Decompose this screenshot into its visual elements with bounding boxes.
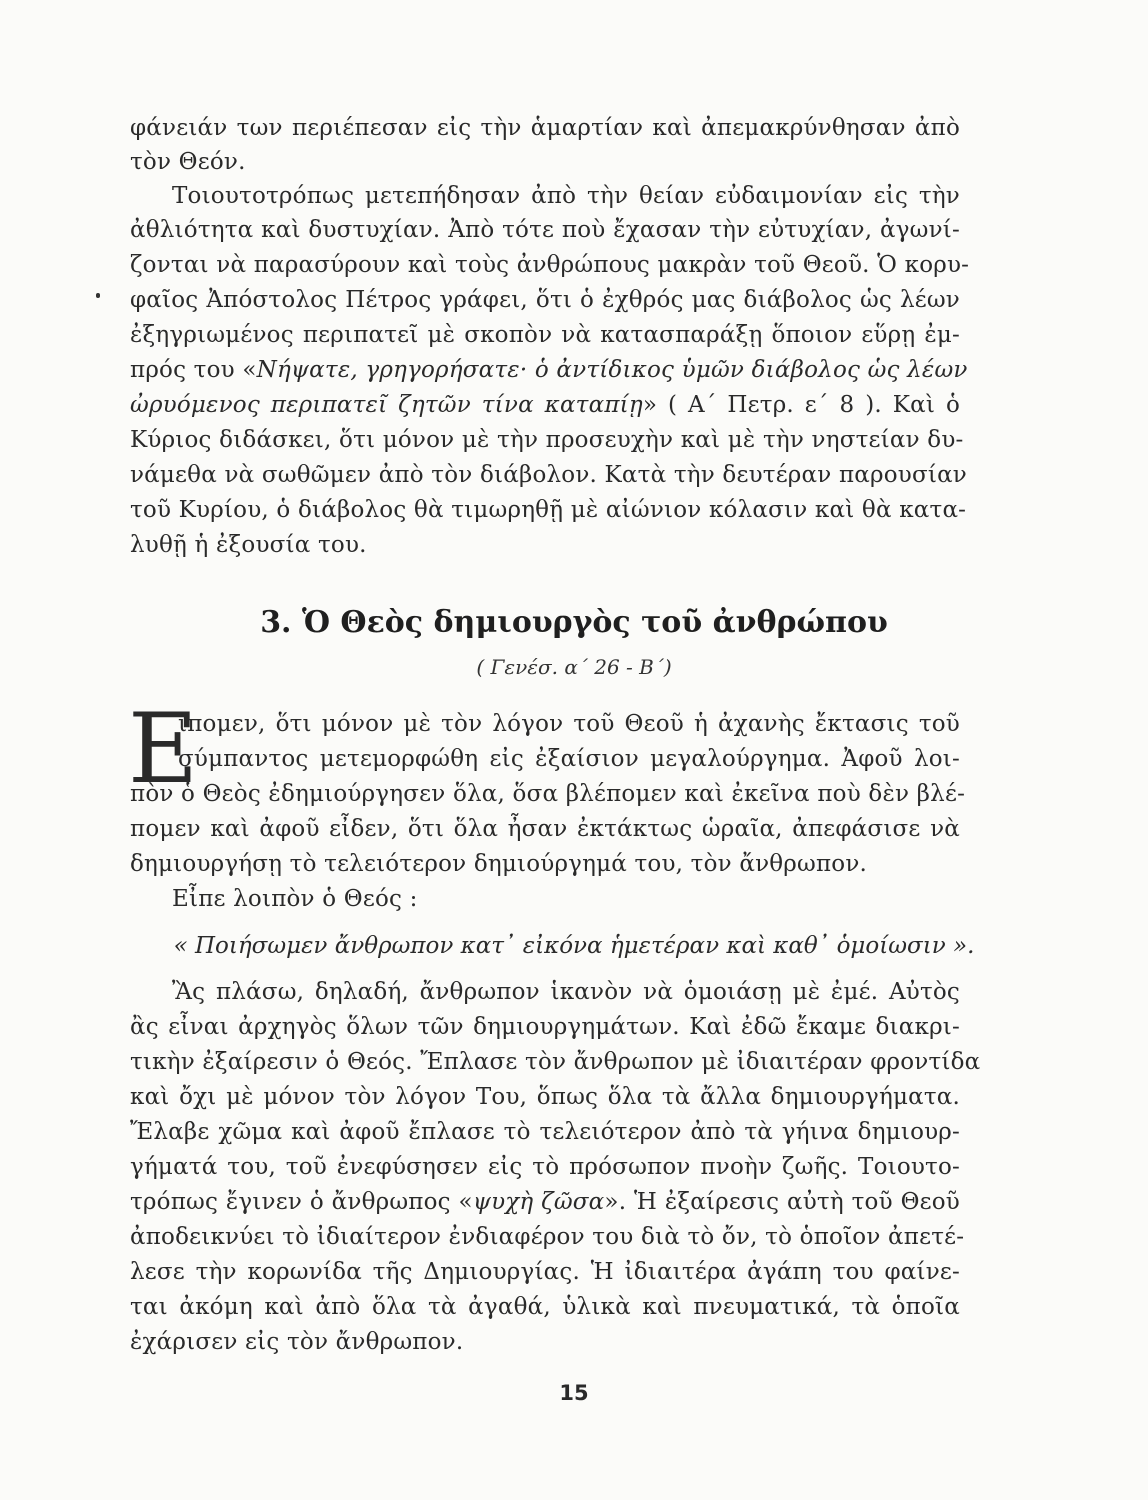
text-line: νάμεθα νὰ σωθῶμεν ἀπὸ τὸν διάβολον. Κατὰ τὴν δευτέραν παρουσίαν <box>130 462 967 488</box>
block-quote: « Ποιήσωμεν ἄνθρωπον κατ᾿ εἰκόνα ἡμετέραν καὶ καθ᾿ ὁμοίωσιν ». <box>173 933 975 959</box>
text-line: ἴπομεν, ὅτι μόνον μὲ τὸν λόγον τοῦ Θεοῦ ἡ ἀχανὴς ἔκτασις τοῦ <box>178 711 960 737</box>
text-line: σύμπαντος μετεμορφώθη εἰς ἐξαίσιον μεγαλούργημα. Ἀφοῦ λοι- <box>178 746 960 772</box>
quote-segment: ὠρυόμενος περιπατεῖ ζητῶν τίνα καταπίῃ <box>130 392 643 418</box>
page-number: 15 <box>559 1381 589 1405</box>
text-line: φάνειάν των περιέπεσαν εἰς τὴν ἁμαρτίαν καὶ ἀπεμακρύνθησαν ἀπὸ <box>130 115 960 141</box>
text-line: ἀποδεικνύει τὸ ἰδιαίτερον ἐνδιαφέρον του διὰ τὸ ὄν, τὸ ὁποῖον ἀπετέ- <box>130 1224 965 1250</box>
text-line: πομεν καὶ ἀφοῦ εἶδεν, ὅτι ὅλα ἦσαν ἐκτάκτως ὡραῖα, ἀπεφάσισε νὰ <box>130 816 960 842</box>
text-line: ἐξηγριωμένος περιπατεῖ μὲ σκοπὸν νὰ κατασπαράξῃ ὅποιον εὕρῃ ἐμ- <box>130 322 960 348</box>
quote-segment: ψυχὴ ζῶσα <box>472 1189 605 1215</box>
text-line: δημιουργήσῃ τὸ τελειότερον δημιούργημά του, τὸν ἄνθρωπον. <box>130 851 868 877</box>
text-line: γήματά του, τοῦ ἐνεφύσησεν εἰς τὸ πρόσωπον πνοὴν ζωῆς. Τοιουτο- <box>130 1154 960 1180</box>
text-line: τοῦ Κυρίου, ὁ διάβολος θὰ τιμωρηθῇ μὲ αἰώνιον κόλασιν καὶ θὰ κατα- <box>130 497 967 523</box>
text-segment: πρός του « <box>130 357 257 383</box>
text-segment: ». Ἡ ἐξαίρεσις αὐτὴ τοῦ Θεοῦ <box>604 1189 960 1215</box>
text-line-with-quote <box>130 354 968 386</box>
section-title: 3. Ὁ Θεὸς δημιουργὸς τοῦ ἀνθρώπου <box>260 605 888 640</box>
text-line: πὸν ὁ Θεὸς ἐδημιούργησεν ὅλα, ὅσα βλέπομεν καὶ ἐκεῖνα ποὺ δὲν βλέ- <box>130 781 966 807</box>
text-segment: » ( Α΄ Πετρ. ε΄ 8 ). Καὶ ὁ <box>642 392 960 418</box>
text-line: λυθῇ ἡ ἐξουσία του. <box>130 532 367 558</box>
text-line: φαῖος Ἀπόστολος Πέτρος γράφει, ὅτι ὁ ἐχθρός μας διάβολος ὡς λέων <box>130 287 960 313</box>
text-line: ἐχάρισεν εἰς τὸν ἄνθρωπον. <box>130 1329 464 1355</box>
text-line: λεσε τὴν κορωνίδα τῆς Δημιουργίας. Ἡ ἰδιαιτέρα ἀγάπη του φαίνε- <box>130 1259 960 1285</box>
text-line-with-quote <box>130 1186 960 1218</box>
text-line: Ἔλαβε χῶμα καὶ ἀφοῦ ἔπλασε τὸ τελειότερον ἀπὸ τὰ γήινα δημιουρ- <box>130 1119 960 1145</box>
text-line: Τοιουτοτρόπως μετεπήδησαν ἀπὸ τὴν θείαν εὐδαιμονίαν εἰς τὴν <box>172 183 960 209</box>
text-line: Εἶπε λοιπὸν ὁ Θεός : <box>172 886 418 912</box>
text-line: καὶ ὄχι μὲ μόνον τὸν λόγον Του, ὅπως ὅλα τὰ ἄλλα δημιουργήματα. <box>130 1084 960 1110</box>
text-line: ἂς εἶναι ἀρχηγὸς ὅλων τῶν δημιουργημάτων. Καὶ ἐδῶ ἔκαμε διακρι- <box>130 1014 960 1040</box>
text-line: ζονται νὰ παρασύρουν καὶ τοὺς ἀνθρώπους μακρὰν τοῦ Θεοῦ. Ὁ κορυ- <box>130 252 970 278</box>
text-line: ἀθλιότητα καὶ δυστυχίαν. Ἀπὸ τότε ποὺ ἔχασαν τὴν εὐτυχίαν, ἀγωνί- <box>130 217 960 243</box>
text-line: Ἂς πλάσω, δηλαδή, ἄνθρωπον ἱκανὸν νὰ ὁμοιάσῃ μὲ ἐμέ. Αὐτὸς <box>172 979 960 1005</box>
text-line: τὸν Θεόν. <box>130 149 246 175</box>
text-line-with-quote <box>130 389 960 421</box>
text-line: ται ἀκόμη καὶ ἀπὸ ὅλα τὰ ἀγαθά, ὑλικὰ καὶ πνευματικά, τὰ ὁποῖα <box>130 1294 960 1320</box>
text-line: Κύριος διδάσκει, ὅτι μόνον μὲ τὴν προσευχὴν καὶ μὲ τὴν νηστείαν δυ- <box>130 427 964 453</box>
drop-cap: Ε <box>128 693 199 805</box>
text-segment: τρόπως ἔγινεν ὁ ἄνθρωπος « <box>130 1189 473 1215</box>
margin-mark <box>96 293 100 298</box>
section-reference: ( Γενέσ. α΄ 26 - Β΄) <box>476 655 672 679</box>
quote-segment: Νήψατε, γρηγορήσατε· ὁ ἀντίδικος ὑμῶν διάβολος ὡς λέων <box>256 357 968 383</box>
text-line: τικὴν ἐξαίρεσιν ὁ Θεός. Ἔπλασε τὸν ἄνθρωπον μὲ ἰδιαιτέραν φροντίδα <box>130 1049 981 1075</box>
